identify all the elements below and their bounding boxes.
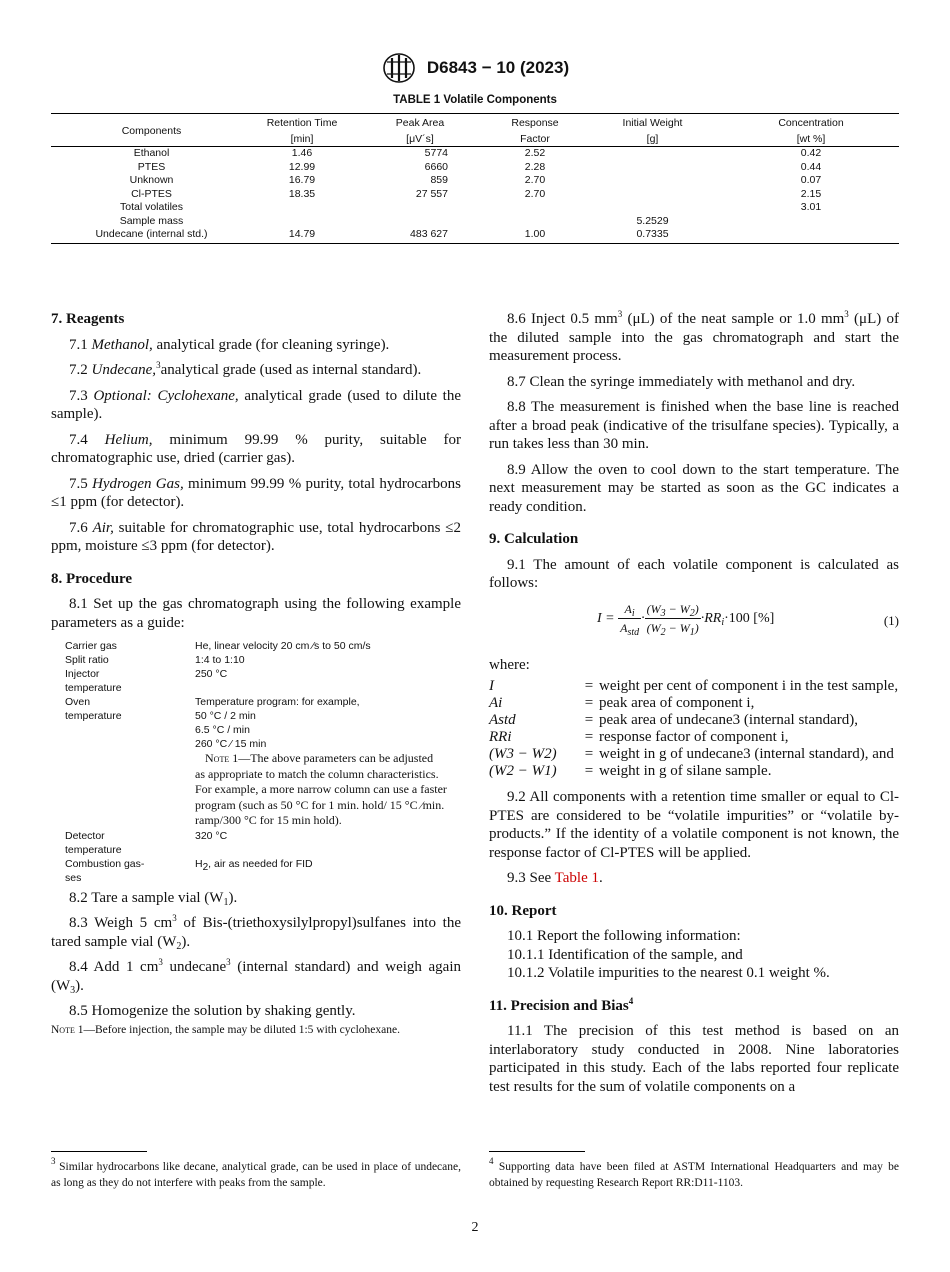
definition-row: Astd = peak area of undecane3 (internal standard),	[489, 712, 859, 728]
equation	[489, 600, 899, 644]
table-cell: 5774	[424, 147, 448, 159]
table-cell: Ethanol	[133, 147, 170, 159]
table-1-link[interactable]: Table 1	[554, 870, 599, 886]
table-cell: 483 627	[352, 228, 488, 243]
paragraph: 8.8 The measurement is finished when the base line is reached after a broad peak (indicative of the trisulfane species). Typically, a run takes less than 30 min.	[489, 399, 899, 452]
table-cell	[252, 201, 352, 215]
definition-row: (W3 − W2) = weight in g of undecane3 (internal standard), and	[489, 746, 894, 762]
standard-designation: D6843 − 10 (2023)	[426, 58, 570, 77]
table-header: Response	[488, 114, 582, 131]
table-header-unit: [g]	[582, 131, 723, 147]
table-cell	[488, 201, 582, 215]
variable-definitions	[489, 678, 899, 780]
table-cell: 2.70	[524, 187, 546, 200]
table-header: Components	[51, 114, 252, 147]
footnote-3: $^3$ Similar hydrocarbons like decane, analytical grade, can be used in place of undecane, as long as they do not interfere with peaks from the sample.	[51, 1156, 461, 1189]
table-cell: Total volatiles	[119, 201, 184, 213]
table-row	[51, 228, 899, 243]
page-number: 2	[471, 1220, 479, 1235]
table-cell	[723, 215, 899, 229]
table-cell: 1.46	[291, 147, 313, 159]
table-cell: 0.07	[800, 174, 822, 186]
left-column	[51, 310, 461, 1044]
table-cell: 6660	[424, 160, 448, 173]
section-heading: 9. Calculation	[489, 531, 579, 547]
table-cell: Cl-PTES	[131, 187, 172, 200]
paragraph: 9.1 The amount of each volatile component is calculated as follows:	[489, 556, 899, 591]
section-heading: 7. Reagents	[51, 311, 125, 327]
list-item: 10.1.1 Identification of the sample, and	[507, 946, 743, 963]
page-header	[0, 52, 950, 84]
table-cell: 18.35	[288, 187, 316, 200]
section-heading: 8. Procedure	[51, 570, 133, 587]
definition-row: I = weight per cent of component i in the test sample,	[489, 678, 899, 694]
table-cell	[488, 215, 582, 229]
definition-row: RRi = response factor of component i,	[489, 729, 789, 745]
paragraph: 7.1 Methanol, analytical grade (for cleaning syringe).	[69, 336, 390, 353]
table-cell: 859	[430, 174, 448, 186]
astm-logo-icon	[381, 52, 417, 84]
paragraph: 8.9 Allow the oven to cool down to the start temperature. The next measurement may be started as soon as the GC indicates a ready condition.	[489, 461, 899, 515]
gc-parameters: Carrier gas He, linear velocity 20 cm ⁄s to 50 cm/s Split ratio 1:4 to 1:10 Injector 250 °C temperature Oven Temperature program: for example, temperature 50 °C / 2 min 6.5 °C / min 260 °C ⁄ 15 min Note 1—The above parameters can be adjusted as appropriate to match the column characteristics. For example, a more narrow column can use a faster program (such as 50 °C for 1 min. hold/ 15 °C ⁄min. ramp/300 °C for 15 min hold). Detector 320 °C temperature Combustion gas- $H_2$, air as needed for FID ses	[65, 639, 461, 885]
section-heading: 10. Report	[489, 902, 557, 919]
list-item: 10.1 Report the following information:	[507, 928, 741, 944]
table-cell: 3.01	[800, 201, 822, 213]
table-cell: 2.28	[524, 160, 546, 173]
paragraph: 11.1 The precision of this test method is based on an interlaboratory study conducted in 2008. Nine laboratories participated in this study. Each of the labs reported four replicate test results for the sum of volatile components on a	[489, 1023, 899, 1095]
paragraph: 8.4 Add 1 $cm^3$ undecane$^3$ (internal standard) and weigh again $(W_3)$.	[51, 957, 461, 996]
table-cell	[352, 201, 488, 215]
table-cell: 0.42	[800, 147, 822, 159]
paragraph: 7.3 Optional: Cyclohexane, analytical grade (used to dilute the sample).	[51, 387, 462, 422]
report-items	[489, 927, 899, 983]
table-cell: 0.44	[800, 160, 822, 173]
table-cell	[582, 161, 723, 175]
paragraph: 8.5 Homogenize the solution by shaking gently.	[69, 1003, 356, 1019]
table-row	[51, 201, 899, 215]
table-row	[51, 147, 899, 161]
table-header: Retention Time	[252, 114, 352, 131]
table-cell: PTES	[137, 160, 166, 173]
table-header-unit: [wt %]	[723, 131, 899, 147]
table-cell: Sample mass	[119, 214, 184, 227]
note: Note 1—The above parameters can be adjusted	[205, 751, 434, 765]
paragraph: 9.2 All components with a retention time smaller or equal to Cl-PTES are considered to be “volatile impurities” or “volatile by-products.” If the identity of a volatile component is not known, the response factor of Cl-PTES will be applied.	[489, 789, 899, 861]
table-cell: 16.79	[288, 174, 316, 186]
table-cell	[252, 215, 352, 229]
paragraph: where:	[489, 656, 530, 673]
paragraph: 8.6 Inject 0.5 $mm^3$ (μL) of the neat sample or 1.0 $mm^3$ (μL) of the diluted sample into the gas chromatograph and start the measurement process.	[489, 309, 899, 364]
table-row	[51, 188, 899, 202]
table-header: Concentration	[723, 114, 899, 131]
definition-row: (W2 − W1) = weight in g of silane sample.	[489, 763, 772, 779]
table-cell: 5.2529	[636, 214, 669, 227]
table-row	[51, 174, 899, 188]
list-item: 10.1.2 Volatile impurities to the nearest 0.1 weight %.	[507, 965, 830, 981]
table-cell: Undecane (internal std.)	[51, 228, 252, 243]
right-column	[489, 310, 899, 1103]
equation-formula: I = $\frac{A_i}{A_{std}}$ · $\frac{(W_3 - W_2)}{(W_2 - W_1)}$ $\cdot RR_i\cdot 100$ [%]	[597, 601, 775, 638]
table-header-unit: [min]	[252, 131, 352, 147]
note: Note 1—Before injection, the sample may be diluted 1:5 with cyclohexane.	[51, 1023, 400, 1036]
table-cell	[582, 201, 723, 215]
table-header-unit: [μV´s]	[352, 131, 488, 147]
table-cell: 2.52	[524, 147, 546, 159]
footnote-4: $^4$ Supporting data have been filed at ASTM International Headquarters and may be obtained by requesting Research Report RR:D11-1103.	[489, 1156, 900, 1189]
footnote-divider	[51, 1151, 147, 1152]
paragraph: 7.2 Undecane,$^3$analytical grade (used as internal standard).	[69, 360, 422, 378]
table-cell: 14.79	[252, 228, 352, 243]
equation-number: (1)	[883, 612, 899, 628]
table-caption: TABLE 1 Volatile Components	[393, 94, 557, 106]
table-cell: 0.7335	[582, 228, 723, 243]
table-cell: 2.70	[524, 174, 546, 186]
table-cell: 12.99	[288, 160, 316, 173]
table-cell: 1.00	[488, 228, 582, 243]
footnote-divider	[489, 1151, 585, 1152]
definition-row: Ai = peak area of component i,	[489, 695, 755, 711]
table-header: Peak Area	[352, 114, 488, 131]
paragraph: 8.2 Tare a sample vial $(W_1)$.	[69, 889, 238, 908]
section-heading: 11. Precision and Bias$^4$	[489, 995, 634, 1014]
table-row	[51, 215, 899, 229]
table-cell	[582, 174, 723, 188]
table-cell	[352, 215, 488, 229]
table-cell: 27 557	[415, 187, 448, 200]
table-header-unit: Factor	[488, 131, 582, 147]
paragraph: 9.3 See Table 1.	[507, 870, 603, 886]
paragraph: 7.6 Air, suitable for chromatographic use, total hydrocarbons ≤2 ppm, moisture ≤3 ppm (for detector).	[51, 519, 462, 554]
table-cell: 2.15	[800, 187, 822, 200]
paragraph: 8.1 Set up the gas chromatograph using the following example parameters as a guide:	[51, 596, 461, 631]
table-row	[51, 161, 899, 175]
paragraph: 7.5 Hydrogen Gas, minimum 99.99 % purity, total hydrocarbons ≤1 ppm (for detector).	[51, 475, 462, 510]
table-header: Initial Weight	[582, 114, 723, 131]
table-cell	[582, 147, 723, 161]
volatile-components-table	[51, 113, 899, 244]
table-cell: Unknown	[129, 174, 174, 186]
paragraph: 7.4 Helium, minimum 99.99 % purity, suitable for chromatographic use, dried (carrier gas).	[51, 431, 461, 466]
paragraph: 8.7 Clean the syringe immediately with methanol and dry.	[507, 373, 856, 390]
table-cell	[582, 188, 723, 202]
paragraph: 8.3 Weigh 5 $cm^3$ of Bis-(triethoxysilylpropyl)sulfanes into the tared sample vial $(W_2)$.	[51, 913, 461, 952]
table-cell	[723, 228, 899, 243]
